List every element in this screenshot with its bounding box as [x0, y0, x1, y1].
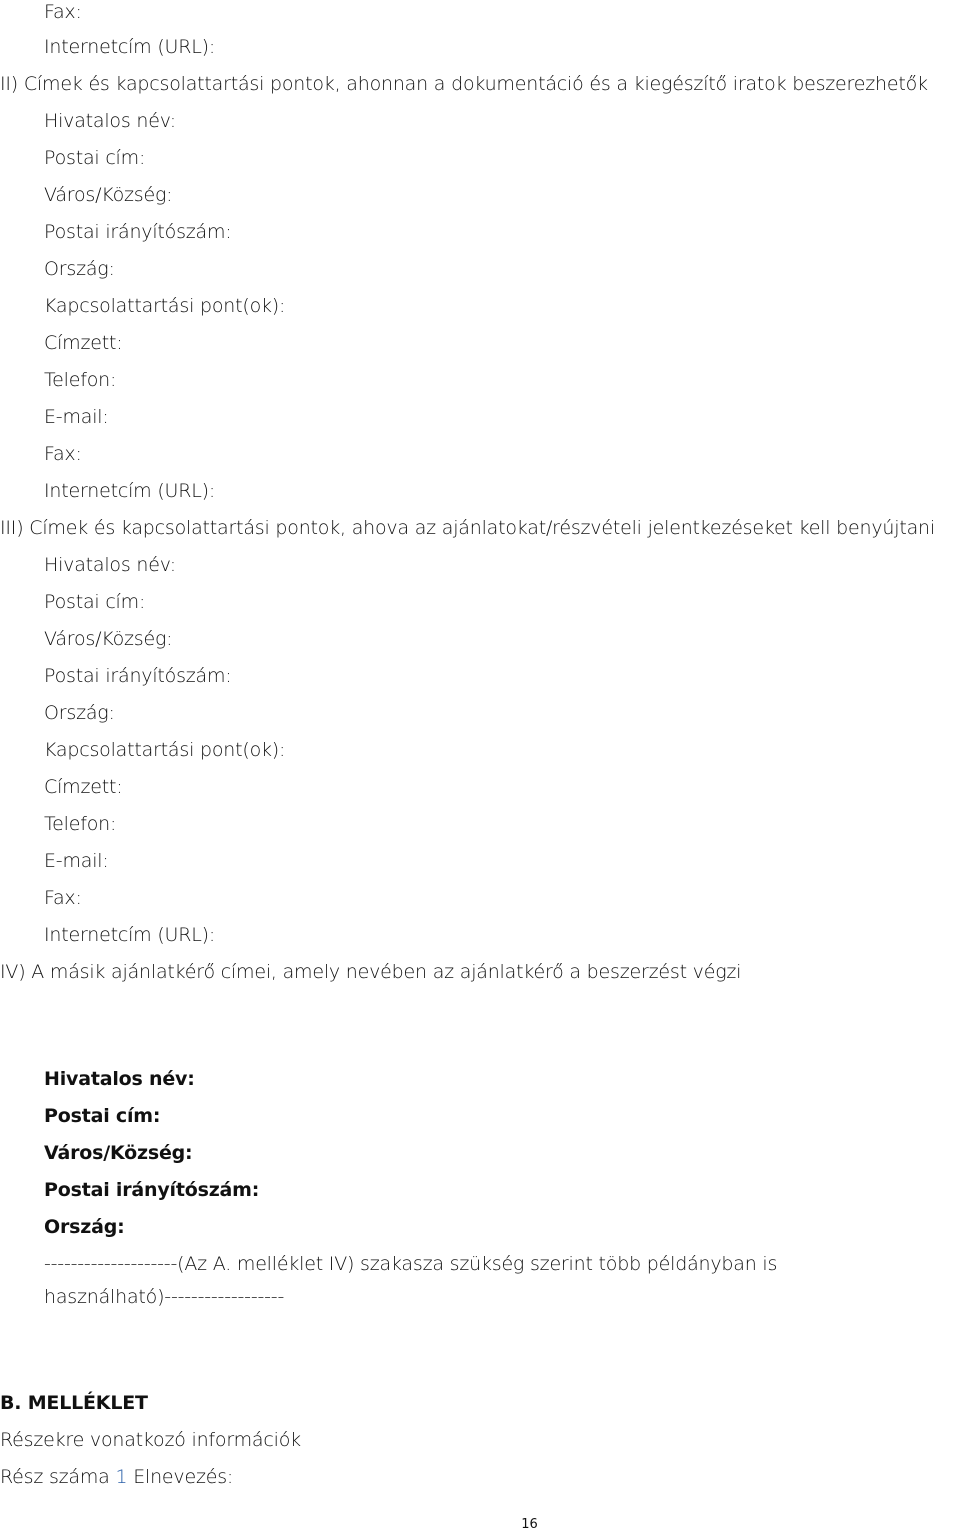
section-iv-field: Város/Község: [44, 1142, 193, 1164]
section-iv-title: IV) A másik ajánlatkérő címei, amely nevében az ajánlatkérő a beszerzést végzi [0, 961, 742, 983]
part-number-label: Rész száma [0, 1466, 110, 1488]
section-ii-field: Címzett: [44, 332, 123, 354]
section-iii-field: Címzett: [44, 776, 123, 798]
page-number: 16 [521, 1517, 538, 1532]
section-iii-field: Telefon: [44, 813, 117, 835]
section-iii-field: Fax: [44, 887, 82, 909]
section-ii-title: II) Címek és kapcsolattartási pontok, ahonnan a dokumentáció és a kiegészítő iratok beszerezhetők [0, 73, 928, 95]
section-ii-field: Hivatalos név: [44, 110, 176, 132]
section-iv-note-continued: használható)------------------ [44, 1286, 285, 1308]
section-iv-note: --------------------(Az A. melléklet IV) szakasza szükség szerint több példányban is [44, 1253, 778, 1275]
section-iii-field: Hivatalos név: [44, 554, 176, 576]
section-ii-field: Kapcsolattartási pont(ok): [44, 295, 286, 317]
section-ii-field: Postai cím: [44, 147, 146, 169]
section-ii-field: Város/Község: [44, 184, 173, 206]
section-iii-field: Ország: [44, 702, 115, 724]
annex-b-subtitle: Részekre vonatkozó információk [0, 1429, 301, 1451]
section-iii-field: Város/Község: [44, 628, 173, 650]
section-iv-field: Hivatalos név: [44, 1068, 195, 1090]
field-fax: Fax: [44, 1, 82, 23]
section-iii-field: Internetcím (URL): [44, 924, 216, 946]
section-iv-field: Postai irányítószám: [44, 1179, 260, 1201]
part-name-label: Elnevezés: [133, 1466, 234, 1488]
field-url: Internetcím (URL): [44, 36, 216, 58]
section-iii-field: E-mail: [44, 850, 109, 872]
section-ii-field: Internetcím (URL): [44, 480, 216, 502]
part-number-value: 1 [115, 1466, 128, 1488]
section-ii-field: Fax: [44, 443, 82, 465]
section-ii-field: Ország: [44, 258, 115, 280]
section-iv-field: Ország: [44, 1216, 125, 1238]
section-iii-field: Kapcsolattartási pont(ok): [44, 739, 286, 761]
section-ii-field: E-mail: [44, 406, 109, 428]
section-iv-field: Postai cím: [44, 1105, 161, 1127]
section-iii-field: Postai cím: [44, 591, 146, 613]
section-iii-field: Postai irányítószám: [44, 665, 232, 687]
part-line [0, 1465, 233, 1489]
annex-b-title: B. MELLÉKLET [0, 1392, 148, 1414]
section-ii-field: Postai irányítószám: [44, 221, 232, 243]
section-ii-field: Telefon: [44, 369, 117, 391]
section-iii-title: III) Címek és kapcsolattartási pontok, ahova az ajánlatokat/részvételi jelentkezéseket kell benyújtani [0, 517, 935, 539]
